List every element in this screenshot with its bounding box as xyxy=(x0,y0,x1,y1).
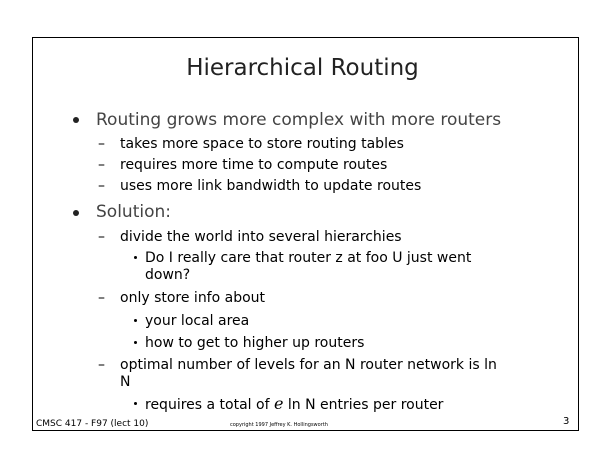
item-optimal-levels-line1: optimal number of levels for an N router network is ln xyxy=(120,357,497,373)
item-optimal-levels-line2: N xyxy=(120,374,131,390)
entries-suffix: ln N entries per router xyxy=(283,397,444,413)
footer-copyright: copyright 1997 Jeffrey K. Hollingsworth xyxy=(230,422,328,428)
bullet-solution: Solution: xyxy=(96,202,171,222)
dash-marker: – xyxy=(98,136,105,152)
subitem-space: takes more space to store routing tables xyxy=(120,136,404,152)
subitem-time: requires more time to compute routes xyxy=(120,157,388,173)
subitem-total-entries xyxy=(145,395,443,414)
footer-course: CMSC 417 - F97 (lect 10) xyxy=(36,419,149,429)
slide-title: Hierarchical Routing xyxy=(186,55,419,81)
small-bullet-dot xyxy=(134,341,137,344)
item-store-info: only store info about xyxy=(120,290,266,306)
question-line1: Do I really care that router z at foo U just went xyxy=(145,250,472,266)
dash-marker: – xyxy=(98,290,105,306)
dash-marker: – xyxy=(98,178,105,194)
subitem-local-area: your local area xyxy=(145,313,250,329)
entries-prefix: requires a total of xyxy=(145,397,274,413)
dash-marker: – xyxy=(98,157,105,173)
subitem-bandwidth: uses more link bandwidth to update routes xyxy=(120,178,422,194)
small-bullet-dot xyxy=(134,256,137,259)
bullet-dot xyxy=(73,210,79,216)
small-bullet-dot xyxy=(134,402,137,405)
small-bullet-dot xyxy=(134,319,137,322)
euler-e: e xyxy=(273,394,284,413)
bullet-dot xyxy=(73,117,79,123)
question-line2: down? xyxy=(145,267,191,283)
item-divide-world: divide the world into several hierarchies xyxy=(120,229,402,245)
dash-marker: – xyxy=(98,357,105,373)
bullet-routing-complexity: Routing grows more complex with more routers xyxy=(96,110,502,130)
page-number: 3 xyxy=(563,416,570,427)
dash-marker: – xyxy=(98,229,105,245)
subitem-higher-routers: how to get to higher up routers xyxy=(145,335,365,351)
